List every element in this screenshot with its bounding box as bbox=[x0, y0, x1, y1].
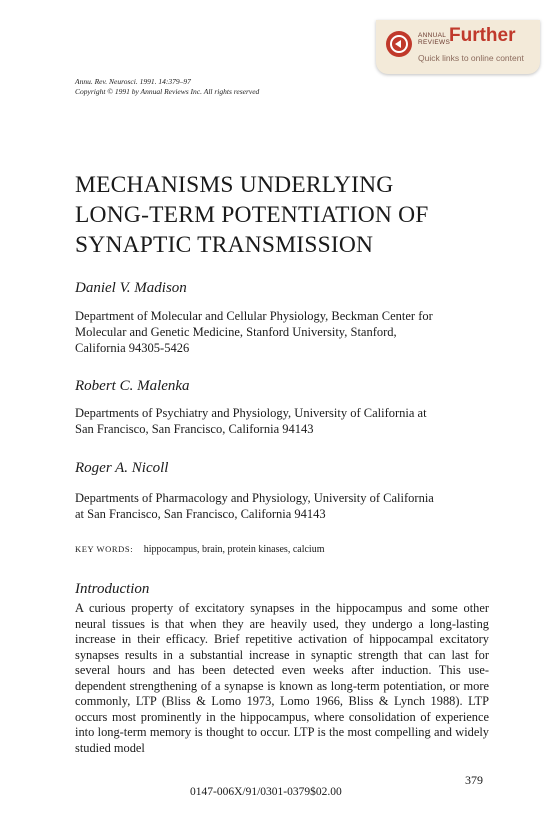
badge-further-word: Further bbox=[449, 25, 516, 46]
author-name: Roger A. Nicoll bbox=[75, 460, 169, 476]
keywords-label: KEY WORDS: bbox=[75, 544, 134, 554]
affiliation-line: San Francisco, San Francisco, California 94143 bbox=[75, 422, 314, 436]
affiliation-line: Molecular and Genetic Medicine, Stanford University, Stanford, bbox=[75, 325, 397, 339]
author-affiliation bbox=[75, 308, 505, 356]
badge-line-reviews: REVIEWS bbox=[418, 39, 451, 46]
title-line: LONG-TERM POTENTIATION OF bbox=[75, 202, 429, 228]
affiliation-line: Departments of Psychiatry and Physiology, University of California at bbox=[75, 406, 427, 420]
affiliation-line: California 94305-5426 bbox=[75, 341, 190, 355]
author-affiliation bbox=[75, 490, 505, 522]
citation-journal: Annu. Rev. Neurosci. 1991. 14:379–97 bbox=[75, 77, 191, 86]
page-number: 379 bbox=[465, 773, 483, 787]
further-badge[interactable] bbox=[376, 20, 540, 74]
author-affiliation bbox=[75, 405, 505, 437]
badge-line-annual: ANNUAL bbox=[418, 32, 447, 39]
keywords bbox=[75, 544, 324, 555]
badge-publisher bbox=[418, 32, 450, 46]
title-line: MECHANISMS UNDERLYING bbox=[75, 172, 394, 198]
keywords-value: hippocampus, brain, protein kinases, calcium bbox=[143, 544, 325, 555]
affiliation-line: Department of Molecular and Cellular Physiology, Beckman Center for bbox=[75, 309, 433, 323]
badge-tagline: Quick links to online content bbox=[418, 53, 524, 63]
section-heading-introduction: Introduction bbox=[75, 581, 150, 597]
introduction-paragraph: A curious property of excitatory synapses in the hippocampus and some other neural tissues is that when they are heavily used, they undergo a long-lasting increase in their efficacy. Brief repetitive activation of hippocampal excitatory synapses results in a substantial increase in synaptic strength that can last for several hours and has been detected even weeks after induction. This use-dependent strengthening of a synapse is known as long-term potentiation, or more commonly, LTP (Bliss & Lomo 1973, Lomo 1966, Bliss & Lynch 1988). LTP occurs most prominently in the hippocampus, where consolidation of experience into long-term memory is thought to occur. LTP is the most compelling and widely studied model bbox=[75, 601, 489, 755]
affiliation-line: at San Francisco, San Francisco, California 94143 bbox=[75, 507, 326, 521]
affiliation-line: Departments of Pharmacology and Physiology, University of California bbox=[75, 491, 434, 505]
article-title bbox=[75, 170, 515, 260]
author-name: Daniel V. Madison bbox=[75, 280, 187, 296]
back-arrow-icon bbox=[386, 31, 412, 57]
author-name: Robert C. Malenka bbox=[75, 378, 190, 394]
title-line: SYNAPTIC TRANSMISSION bbox=[75, 232, 374, 258]
citation bbox=[75, 77, 259, 97]
citation-copyright: Copyright © 1991 by Annual Reviews Inc. All rights reserved bbox=[75, 87, 260, 96]
footer-code: 0147-006X/91/0301-0379$02.00 bbox=[190, 786, 342, 798]
